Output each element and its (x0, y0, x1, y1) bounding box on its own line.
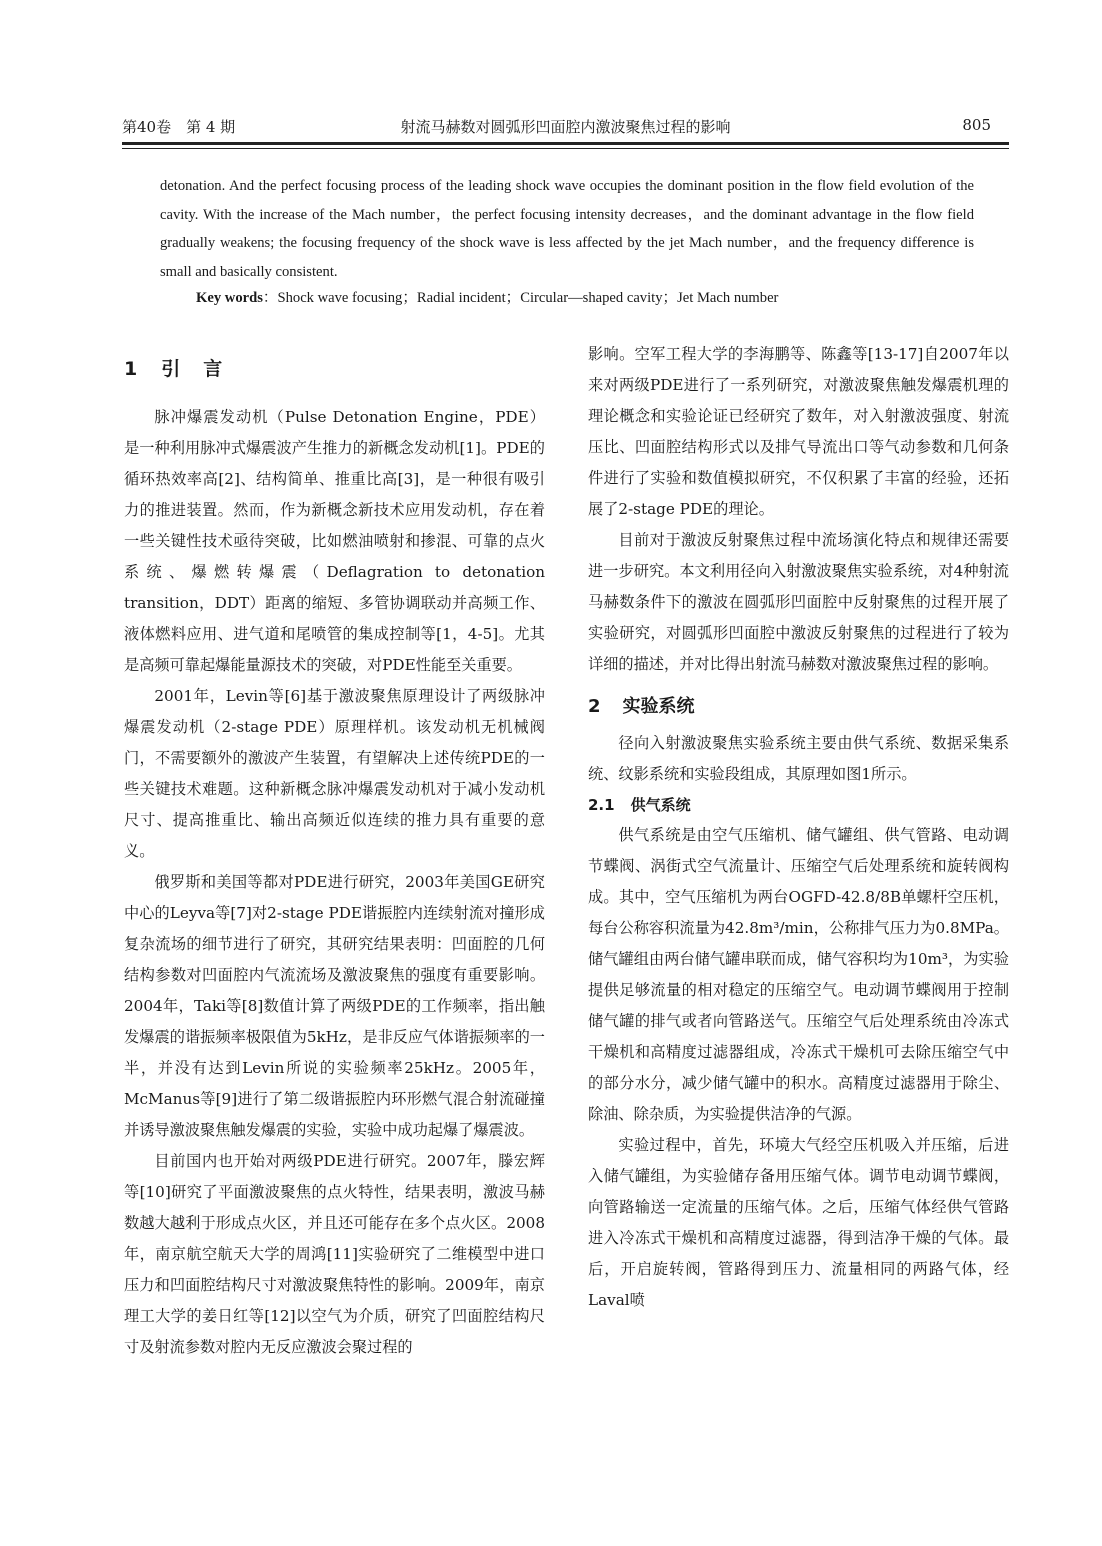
subsection-2-1-title: 供气系统 (630, 796, 691, 814)
intro-paragraph-1: 脉冲爆震发动机（Pulse Detonation Engine，PDE）是一种利用脉冲式爆震波产生推力的新概念发动机[1]。PDE的循环热效率高[2]、结构简单、推重比高[3]，是一种很有吸引力的推进装置。然而，作为新概念新技术应用发动机，存在着一些关键性技术亟待突破，比如燃油喷射和掺混、可靠的点火系统、爆燃转爆震（Deflagration to detonation transition，DDT）距离的缩短、多管协调联动并高频工作、液体燃料应用、进气道和尾喷管的集成控制等[1，4-5]。尤其是高频可靠起爆能量源技术的突破，对PDE性能至关重要。 (124, 408, 545, 674)
page-number: 805 (962, 116, 991, 134)
subsection-2-1-number: 2.1 (588, 796, 615, 814)
section-1-heading (124, 350, 545, 388)
left-column (124, 350, 545, 1363)
intro-paragraph-3: 俄罗斯和美国等都对PDE进行研究，2003年美国GE研究中心的Leyva等[7]对2-stage PDE谐振腔内连续射流对撞形成复杂流场的细节进行了研究，其研究结果表明：凹面腔的几何结构参数对凹面腔内气流流场及激波聚焦的强度有重要影响。2004年，Taki等[8]数值计算了两级PDE的工作频率，指出触发爆震的谐振频率极限值为5kHz，是非反应气体谐振频率的一半，并没有达到Levin所说的实验频率25kHz。2005年，McManus等[9]进行了第二级谐振腔内环形燃气混合射流碰撞并诱导激波聚焦触发爆震的实验，实验中成功起爆了爆震波。 (124, 873, 545, 1139)
intro-paragraph-4: 目前国内也开始对两级PDE进行研究。2007年，滕宏辉等[10]研究了平面激波聚焦的点火特性，结果表明，激波马赫数越大越利于形成点火区，并且还可能存在多个点火区。2008年，南京航空航天大学的周鸿[11]实验研究了二维模型中进口压力和凹面腔结构尺寸对激波聚焦特性的影响。2009年，南京理工大学的姜日红等[12]以空气为介质，研究了凹面腔结构尺寸及射流参数对腔内无反应激波会聚过程的 (124, 1152, 545, 1356)
intro-paragraph-5: 目前对于激波反射聚焦过程中流场演化特点和规律还需要进一步研究。本文利用径向入射激波聚焦实验系统，对4种射流马赫数条件下的激波在圆弧形凹面腔中反射聚焦的过程开展了实验研究，对圆弧形凹面腔中激波反射聚焦的过程进行了较为详细的描述，并对比得出射流马赫数对激波聚焦过程的影响。 (588, 531, 1009, 673)
section-2-intro: 径向入射激波聚焦实验系统主要由供气系统、数据采集系统、纹影系统和实验段组成，其原理如图1所示。 (588, 734, 1009, 783)
keywords-line (196, 286, 778, 310)
abstract-text: detonation. And the perfect focusing process of the leading shock wave occupies the dominant position in the flow field evolution of the cavity. With the increase of the Mach number，the perfect focusing intensity decreases，and the dominant advantage in the flow field gradually weakens; the focusing frequency of the shock wave is less affected by the jet Mach number，and the frequency difference is small and basically consistent. (160, 178, 974, 280)
gas-supply-paragraph-1: 供气系统是由空气压缩机、储气罐组、供气管路、电动调节蝶阀、涡街式空气流量计、压缩空气后处理系统和旋转阀构成。其中，空气压缩机为两台OGFD-42.8/8B单螺杆空压机，每台公称容积流量为42.8m³/min，公称排气压力为0.8MPa。储气罐组由两台储气罐串联而成，储气容积均为10m³，为实验提供足够流量的相对稳定的压缩空气。电动调节蝶阀用于控制储气罐的排气或者向管路送气。压缩空气后处理系统由冷冻式干燥机和高精度过滤器组成，冷冻式干燥机可去除压缩空气中的部分水分，减少储气罐中的积水。高精度过滤器用于除尘、除油、除杂质，为实验提供洁净的气源。 (588, 826, 1009, 1123)
running-header (122, 116, 1009, 138)
section-2-heading (588, 690, 1009, 724)
running-title: 射流马赫数对圆弧形凹面腔内激波聚焦过程的影响 (400, 118, 731, 136)
right-column (588, 339, 1009, 1316)
section-1-number: 1 (124, 358, 140, 380)
keywords-label: Key words (196, 290, 263, 306)
header-rule-thin (122, 148, 1009, 149)
intro-paragraph-2: 2001年，Levin等[6]基于激波聚焦原理设计了两级脉冲爆震发动机（2-stage PDE）原理样机。该发动机无机械阀门，不需要额外的激波产生装置，有望解决上述传统PDE的一些关键技术难题。这种新概念脉冲爆震发动机对于减小发动机尺寸、提高推重比、输出高频近似连续的推力具有重要的意义。 (124, 687, 545, 860)
keywords-text: ：Shock wave focusing；Radial incident；Circular—shaped cavity；Jet Mach number (262, 290, 779, 306)
section-2-title: 实验系统 (622, 696, 695, 717)
intro-continuation: 影响。空军工程大学的李海鹏等、陈鑫等[13-17]自2007年以来对两级PDE进行了一系列研究，对激波聚焦触发爆震机理的理论概念和实验论证已经研究了数年，对入射激波强度、射流压比、凹面腔结构形式以及排气导流出口等气动参数和几何条件进行了实验和数值模拟研究，不仅积累了丰富的经验，还拓展了2-stage PDE的理论。 (588, 345, 1009, 518)
gas-supply-paragraph-2: 实验过程中，首先，环境大气经空压机吸入并压缩，后进入储气罐组，为实验储存备用压缩气体。调节电动调节蝶阀，向管路输送一定流量的压缩气体。之后，压缩气体经供气管路进入冷冻式干燥机和高精度过滤器，得到洁净干燥的气体。最后，开启旋转阀，管路得到压力、流量相同的两路气体，经Laval喷 (588, 1136, 1009, 1309)
abstract-tail (160, 172, 974, 286)
section-1-title: 引 言 (161, 358, 225, 380)
subsection-2-1-heading (588, 790, 1009, 820)
header-rule-thick (122, 142, 1009, 145)
journal-volume: 第40卷 第 4 期 (122, 118, 236, 136)
section-2-number: 2 (588, 696, 601, 717)
